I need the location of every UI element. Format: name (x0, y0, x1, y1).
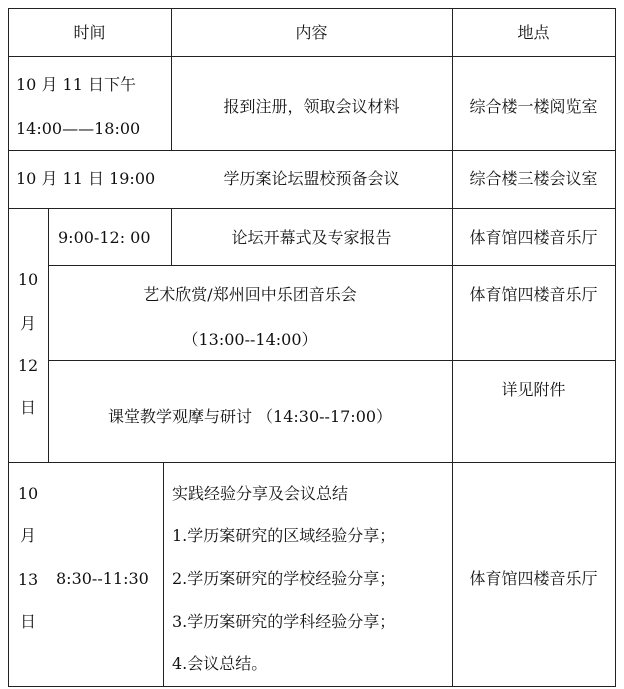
day12-s1-time: 9:00-12: 00 (58, 228, 151, 247)
day12-s2-content-line1: 艺术欣赏/郑州回中乐团音乐会 (143, 285, 357, 304)
table-border-bottom (8, 686, 616, 687)
day13-location: 体育馆四楼音乐厅 (469, 569, 598, 588)
row1-time-line2: 14:00——18:00 (16, 119, 141, 138)
day12-date-month: 月 (19, 314, 36, 333)
row-divider (48, 265, 616, 266)
day12-s2-content-line2: （13:00--14:00） (182, 330, 318, 349)
column-divider (163, 462, 164, 687)
day12-s2-location: 体育馆四楼音乐厅 (469, 285, 598, 304)
day12-date-day-num: 12 (17, 356, 39, 375)
row-divider (48, 360, 616, 361)
row2-location: 综合楼三楼会议室 (469, 169, 598, 188)
day12-s1-location: 体育馆四楼音乐厅 (469, 228, 598, 247)
row-divider (8, 462, 616, 463)
day13-date-day: 日 (19, 612, 36, 631)
row-divider (8, 150, 616, 151)
day12-s1-content: 论坛开幕式及专家报告 (231, 228, 392, 247)
day12-s3-location: 详见附件 (501, 380, 566, 399)
row2-time: 10 月 11 日 19:00 (16, 169, 156, 188)
row1-content: 报到注册，领取会议材料 (223, 97, 400, 116)
row1-location: 综合楼一楼阅览室 (469, 97, 598, 116)
day13-time: 8:30--11:30 (56, 569, 149, 588)
header-location: 地点 (517, 23, 550, 42)
table-border-top (8, 8, 616, 9)
day13-item: 3.学历案研究的学科经验分享； (172, 612, 396, 631)
day13-date-day-num: 13 (17, 570, 39, 589)
row1-time-line1: 10 月 11 日下午 (16, 75, 136, 94)
row-divider (8, 56, 616, 57)
day13-date-month-num: 10 (17, 484, 39, 503)
table-border-right (615, 8, 616, 687)
row-divider (8, 208, 616, 209)
header-content: 内容 (295, 23, 328, 42)
day13-item: 1.学历案研究的区域经验分享； (172, 526, 396, 545)
row2-content: 学历案论坛盟校预备会议 (223, 169, 400, 188)
day12-date-day: 日 (19, 398, 36, 417)
day12-s3-content: 课堂教学观摩与研讨 （14:30--17:00） (107, 407, 393, 426)
day13-item: 实践经验分享及会议总结 (172, 484, 349, 503)
day13-item: 2.学历案研究的学校经验分享； (172, 569, 396, 588)
day13-date-month: 月 (19, 526, 36, 545)
day13-item: 4.会议总结。 (172, 654, 268, 673)
header-time: 时间 (73, 23, 106, 42)
day12-date-month-num: 10 (17, 270, 39, 289)
